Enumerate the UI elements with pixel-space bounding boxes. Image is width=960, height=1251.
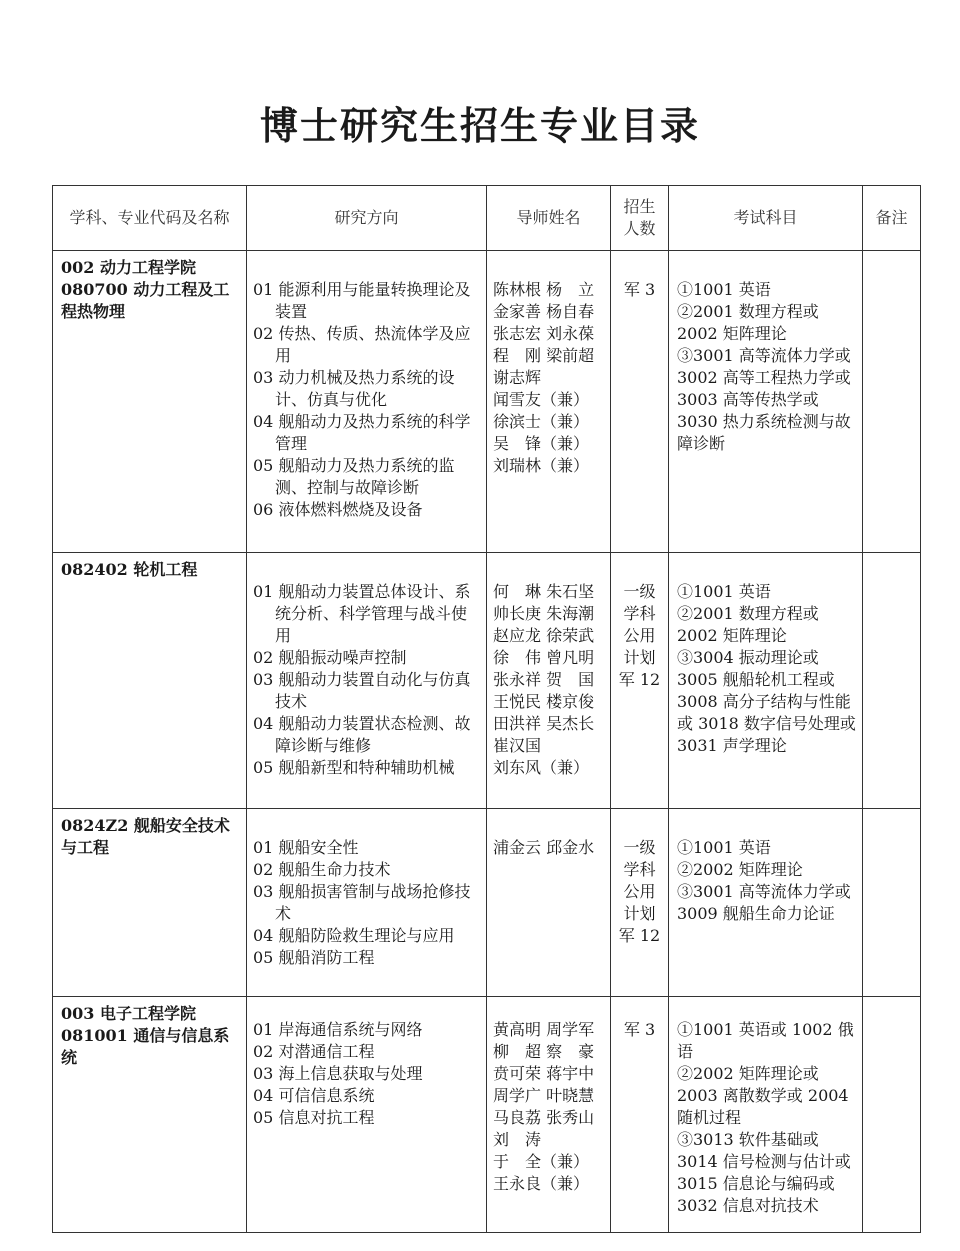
major-line: 080700 动力工程及工程热物理	[61, 280, 230, 321]
direction-cell	[247, 553, 487, 809]
direction-cell	[247, 809, 487, 997]
quota-line: 军 3	[623, 1020, 656, 1039]
table-row	[53, 251, 921, 553]
direction-item: 05 舰船消防工程	[253, 948, 375, 967]
exam-cell	[669, 809, 863, 997]
advisor-line: 周学广 叶晓慧	[493, 1086, 595, 1105]
advisor-line: 贲可荣 蒋宇中	[493, 1064, 595, 1083]
advisor-line: 闻雪友（兼）	[493, 390, 590, 409]
direction-cell	[247, 997, 487, 1233]
advisor-line: 张志宏 刘永葆	[493, 324, 595, 343]
direction-item: 05 舰船新型和特种辅助机械	[253, 758, 455, 777]
advisor-line: 浦金云 邱金水	[493, 838, 595, 857]
exam-item: ③3001 高等流体力学或 3002 高等工程热力学或 3003 高等传热学或 3030 热力系统检测与故障诊断	[677, 346, 851, 453]
advisor-line: 王悦民 楼京俊	[493, 692, 595, 711]
advisor-line: 陈林根 杨 立	[493, 280, 595, 299]
advisor-line: 王永良（兼）	[493, 1174, 590, 1193]
major-cell	[53, 997, 247, 1233]
exam-item: ②2002 矩阵理论	[677, 860, 803, 879]
advisor-line: 徐 伟 曾凡明	[493, 648, 595, 667]
direction-item: 04 舰船动力装置状态检测、故障诊断与维修	[253, 714, 471, 755]
advisor-line: 柳 超 察 豪	[493, 1042, 595, 1061]
header-notes: 备注	[863, 186, 921, 251]
direction-item: 02 对潜通信工程	[253, 1042, 375, 1061]
quota-cell	[611, 997, 669, 1233]
quota-line: 军 12	[618, 670, 661, 689]
header-exam: 考试科目	[669, 186, 863, 251]
header-row	[53, 186, 921, 251]
advisor-line: 吴 锋（兼）	[493, 434, 590, 453]
notes-cell	[863, 251, 921, 553]
direction-item: 02 舰船振动噪声控制	[253, 648, 407, 667]
direction-item: 02 传热、传质、热流体学及应用	[253, 324, 471, 365]
direction-item: 01 岸海通信系统与网络	[253, 1020, 423, 1039]
advisor-line: 赵应龙 徐荣武	[493, 626, 595, 645]
quota-line: 一级	[623, 838, 656, 857]
exam-cell	[669, 251, 863, 553]
header-direction: 研究方向	[247, 186, 487, 251]
exam-item: ②2001 数理方程或 2002 矩阵理论	[677, 604, 819, 645]
major-cell	[53, 809, 247, 997]
advisor-line: 何 琳 朱石坚	[493, 582, 595, 601]
advisor-line: 马良荔 张秀山	[493, 1108, 595, 1127]
advisor-line: 金家善 杨自春	[493, 302, 595, 321]
direction-item: 03 动力机械及热力系统的设计、仿真与优化	[253, 368, 455, 409]
advisor-line: 谢志辉	[493, 368, 542, 387]
direction-item: 04 舰船防险救生理论与应用	[253, 926, 455, 945]
direction-item: 03 舰船损害管制与战场抢修技术	[253, 882, 471, 923]
advisor-cell	[487, 251, 611, 553]
quota-line: 计划	[623, 648, 656, 667]
exam-item: ③3013 软件基础或 3014 信号检测与估计或 3015 信息论与编码或 3032 信息对抗技术	[677, 1130, 851, 1215]
advisor-line: 程 刚 梁前超	[493, 346, 595, 365]
exam-item: ①1001 英语或 1002 俄语	[677, 1020, 854, 1061]
advisor-line: 张永祥 贺 国	[493, 670, 595, 689]
notes-cell	[863, 809, 921, 997]
direction-item: 03 舰船动力装置自动化与仿真技术	[253, 670, 471, 711]
quota-line: 军 12	[618, 926, 661, 945]
direction-cell	[247, 251, 487, 553]
quota-line: 军 3	[623, 280, 656, 299]
advisor-line: 刘东风（兼）	[493, 758, 590, 777]
direction-item: 03 海上信息获取与处理	[253, 1064, 423, 1083]
header-major: 学科、专业代码及名称	[53, 186, 247, 251]
direction-item: 04 可信信息系统	[253, 1086, 375, 1105]
quota-line: 计划	[623, 904, 656, 923]
advisor-line: 刘瑞林（兼）	[493, 456, 590, 475]
major-line: 0824Z2 舰船安全技术与工程	[61, 816, 230, 857]
quota-line: 学科	[623, 860, 656, 879]
major-line: 002 动力工程学院	[61, 258, 196, 277]
direction-item: 05 信息对抗工程	[253, 1108, 375, 1127]
advisor-line: 帅长庚 朱海潮	[493, 604, 595, 623]
major-cell	[53, 251, 247, 553]
direction-item: 04 舰船动力及热力系统的科学管理	[253, 412, 471, 453]
header-quota: 招生人数	[611, 186, 669, 251]
direction-item: 01 舰船动力装置总体设计、系统分析、科学管理与战斗使用	[253, 582, 471, 645]
direction-item: 05 舰船动力及热力系统的监测、控制与故障诊断	[253, 456, 455, 497]
quota-line: 学科	[623, 604, 656, 623]
advisor-cell	[487, 553, 611, 809]
exam-item: ②2002 矩阵理论或 2003 离散数学或 2004 随机过程	[677, 1064, 849, 1127]
quota-cell	[611, 553, 669, 809]
quota-line: 公用	[623, 626, 656, 645]
exam-item: ②2001 数理方程或 2002 矩阵理论	[677, 302, 819, 343]
advisor-line: 徐滨士（兼）	[493, 412, 590, 431]
major-line: 003 电子工程学院	[61, 1004, 196, 1023]
page-title: 博士研究生招生专业目录	[259, 103, 700, 148]
major-line: 082402 轮机工程	[61, 560, 198, 579]
exam-item: ③3001 高等流体力学或 3009 舰船生命力论证	[677, 882, 851, 923]
exam-item: ①1001 英语	[677, 280, 771, 299]
exam-item: ①1001 英语	[677, 582, 771, 601]
advisor-line: 崔汉国	[493, 736, 542, 755]
table-row	[53, 809, 921, 997]
quota-line: 公用	[623, 882, 656, 901]
table-row	[53, 553, 921, 809]
advisor-cell	[487, 809, 611, 997]
quota-cell	[611, 251, 669, 553]
advisor-line: 于 全（兼）	[493, 1152, 590, 1171]
exam-cell	[669, 553, 863, 809]
header-advisor: 导师姓名	[487, 186, 611, 251]
major-line: 081001 通信与信息系统	[61, 1026, 230, 1067]
table-row	[53, 997, 921, 1233]
advisor-cell	[487, 997, 611, 1233]
major-cell	[53, 553, 247, 809]
exam-item: ①1001 英语	[677, 838, 771, 857]
advisor-line: 黄高明 周学军	[493, 1020, 595, 1039]
quota-line: 一级	[623, 582, 656, 601]
direction-item: 02 舰船生命力技术	[253, 860, 391, 879]
notes-cell	[863, 553, 921, 809]
advisor-line: 刘 涛	[493, 1130, 542, 1149]
exam-cell	[669, 997, 863, 1233]
direction-item: 01 能源利用与能量转换理论及装置	[253, 280, 471, 321]
exam-item: ③3004 振动理论或 3005 舰船轮机工程或 3008 高分子结构与性能或 3018 数字信号处理或 3031 声学理论	[677, 648, 856, 755]
catalog-table	[52, 185, 921, 1233]
advisor-line: 田洪祥 吴杰长	[493, 714, 595, 733]
quota-cell	[611, 809, 669, 997]
notes-cell	[863, 997, 921, 1233]
direction-item: 06 液体燃料燃烧及设备	[253, 500, 423, 519]
direction-item: 01 舰船安全性	[253, 838, 359, 857]
